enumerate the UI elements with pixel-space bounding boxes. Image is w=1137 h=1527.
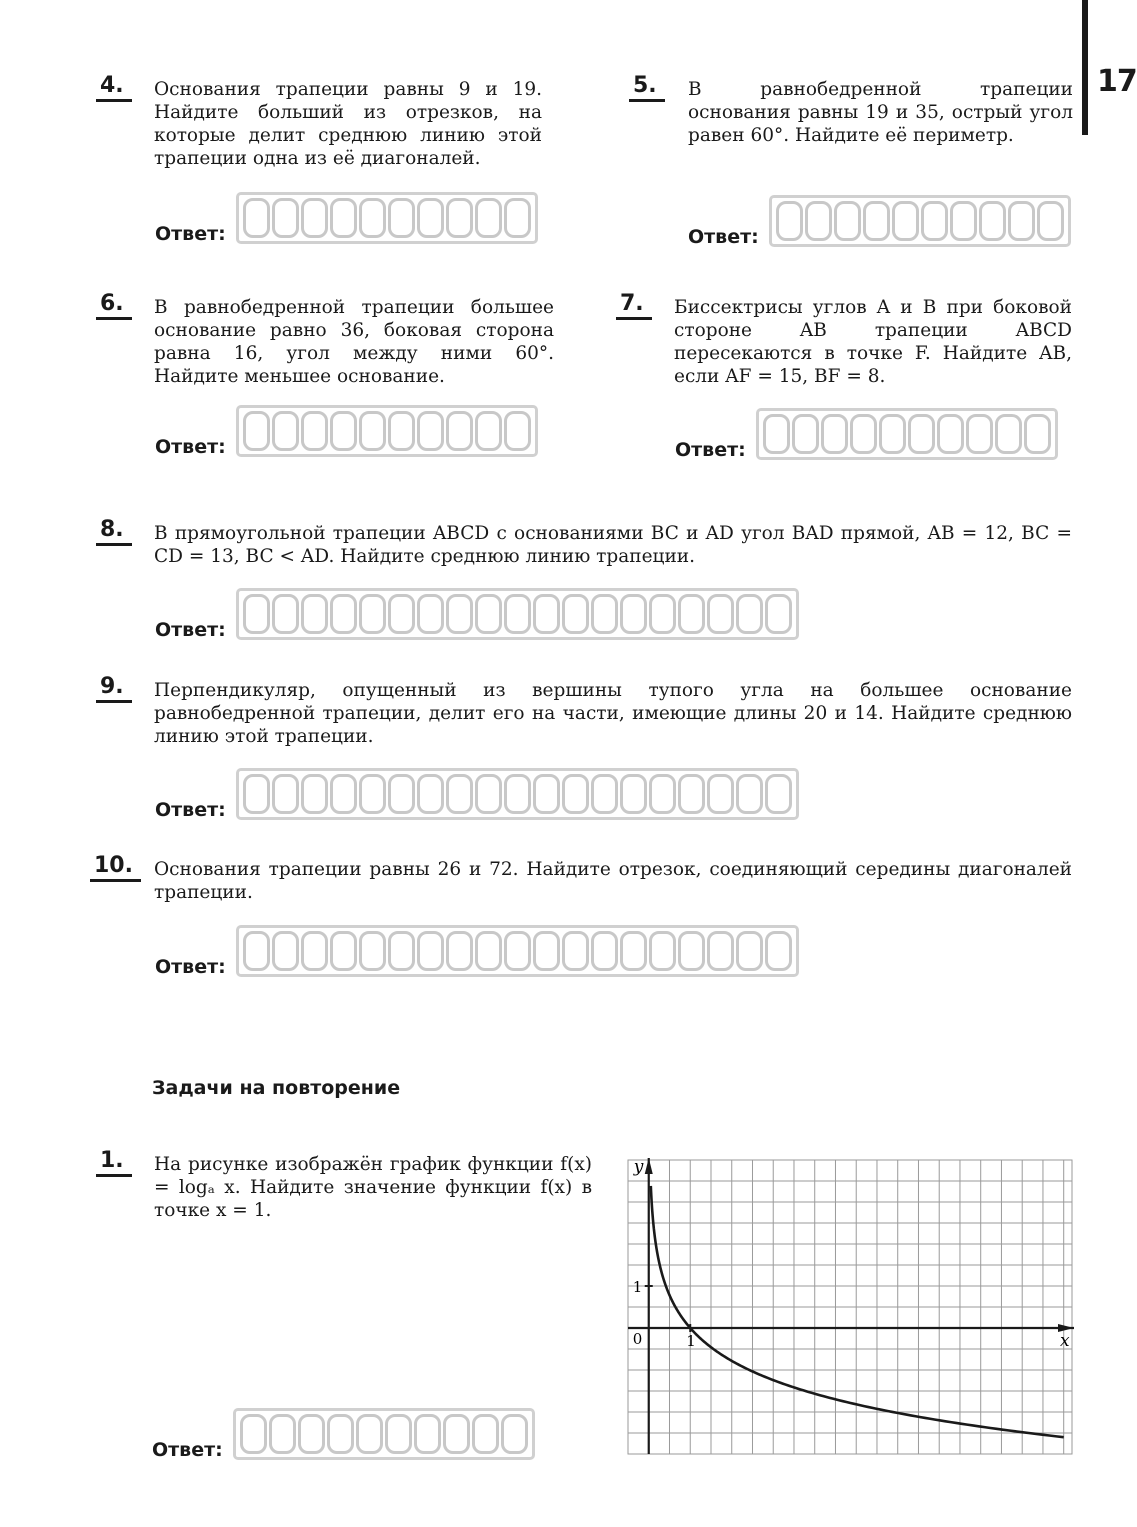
task-text: Биссектрисы углов A и B при боковой стороне AB трапеции ABCD пересекаются в точке F. Найдите AB, если AF = 15, BF = 8.	[674, 297, 1072, 387]
answer-row-4	[155, 192, 538, 244]
answer-row-review-1	[152, 1408, 535, 1460]
answer-boxes[interactable]	[769, 195, 1071, 247]
task-number: 4.	[100, 73, 124, 98]
task-number: 1.	[100, 1148, 124, 1173]
answer-boxes[interactable]	[236, 925, 799, 977]
answer-row-5	[688, 195, 1071, 247]
task-number: 6.	[100, 291, 124, 316]
task-text: Перпендикуляр, опущенный из вершины тупого угла на большее основание равнобедренной трапеции, делит его на части, имеющие длины 20 и 14. Найдите среднюю линию этой трапеции.	[154, 680, 1072, 747]
page-number: 17	[1097, 64, 1137, 99]
task-text: Основания трапеции равны 9 и 19. Найдите больший из отрезков, на которые делит среднюю линию этой трапеции одна из её диагоналей.	[154, 79, 542, 169]
answer-boxes[interactable]	[236, 192, 538, 244]
page-edge-bar	[1082, 0, 1088, 135]
task-number: 8.	[100, 517, 124, 542]
answer-label: Ответ:	[152, 1439, 223, 1461]
chart-grid	[628, 1160, 1072, 1454]
answer-label: Ответ:	[155, 956, 226, 978]
answer-row-10	[155, 925, 799, 977]
answer-label: Ответ:	[688, 226, 759, 248]
task-text: Основания трапеции равны 26 и 72. Найдите отрезок, соединяющий середины диагоналей трапеции.	[154, 859, 1072, 903]
answer-row-6	[155, 405, 538, 457]
log-function-graph	[620, 1152, 1080, 1462]
origin-tick-label: 0	[632, 1330, 643, 1348]
answer-label: Ответ:	[155, 799, 226, 821]
answer-row-9	[155, 768, 799, 820]
task-number: 7.	[620, 291, 644, 316]
answer-label: Ответ:	[155, 619, 226, 641]
answer-label: Ответ:	[155, 436, 226, 458]
answer-boxes[interactable]	[236, 588, 799, 640]
answer-boxes[interactable]	[756, 408, 1058, 460]
task-number: 5.	[633, 73, 657, 98]
answer-label: Ответ:	[155, 223, 226, 245]
x-axis-label: x	[1060, 1331, 1070, 1351]
answer-row-7	[675, 408, 1058, 460]
task-text: На рисунке изображён график функции f(x) = logₐ x. Найдите значение функции f(x) в точке x = 1.	[154, 1154, 592, 1221]
answer-row-8	[155, 588, 799, 640]
task-number: 10.	[94, 853, 133, 878]
answer-label: Ответ:	[675, 439, 746, 461]
task-text: В равнобедренной трапеции основания равны 19 и 35, острый угол равен 60°. Найдите её периметр.	[688, 79, 1073, 146]
answer-boxes[interactable]	[236, 405, 538, 457]
task-text: В прямоугольной трапеции ABCD с основаниями BC и AD угол BAD прямой, AB = 12, BC = CD = 13, BC < AD. Найдите среднюю линию трапеции.	[154, 523, 1072, 567]
x-tick-label-1: 1	[686, 1332, 696, 1350]
answer-boxes[interactable]	[236, 768, 799, 820]
section-title: Задачи на повторение	[152, 1077, 401, 1099]
task-number: 9.	[100, 674, 124, 699]
y-axis-label: y	[633, 1157, 644, 1177]
answer-boxes[interactable]	[233, 1408, 535, 1460]
task-text: В равнобедренной трапеции большее основание равно 36, боковая сторона равна 16, угол между ними 60°. Найдите меньшее основание.	[154, 297, 554, 387]
y-tick-label-1: 1	[632, 1278, 643, 1296]
